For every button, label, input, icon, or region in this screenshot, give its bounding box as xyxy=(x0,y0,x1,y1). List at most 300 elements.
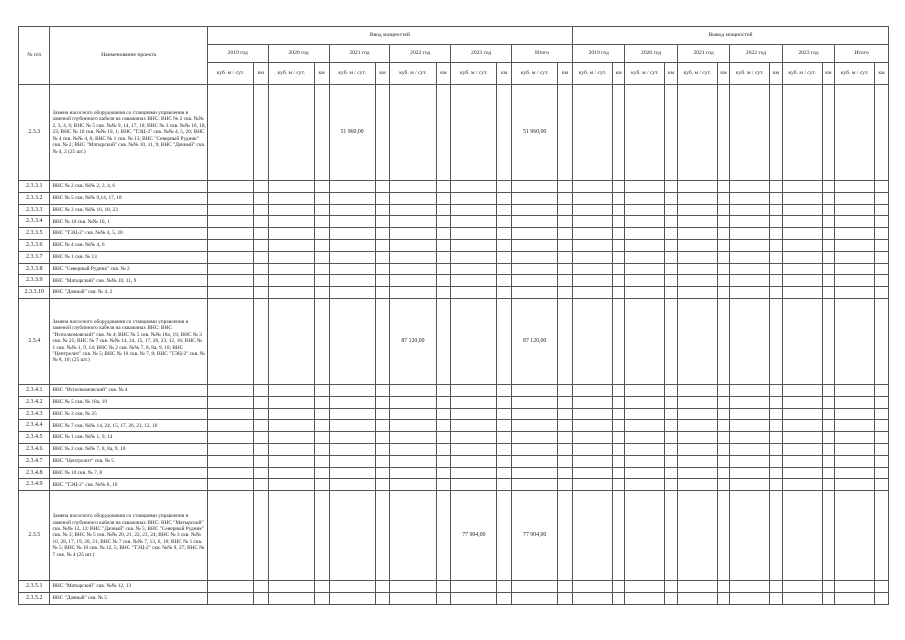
empty-cell xyxy=(572,384,612,396)
row-number: 2.3.3.2 xyxy=(19,192,50,204)
empty-cell xyxy=(782,251,822,263)
empty-cell xyxy=(512,275,558,287)
empty-cell xyxy=(451,581,497,593)
empty-cell xyxy=(375,432,390,444)
empty-cell xyxy=(677,432,717,444)
empty-cell xyxy=(572,298,612,384)
table-row xyxy=(19,298,889,384)
empty-cell xyxy=(207,263,253,275)
empty-cell xyxy=(822,298,835,384)
empty-cell xyxy=(677,204,717,216)
empty-cell xyxy=(717,181,730,193)
empty-cell xyxy=(835,467,875,479)
row-number: 2.3.5.1 xyxy=(19,581,50,593)
empty-cell xyxy=(451,287,497,299)
empty-cell xyxy=(268,181,314,193)
empty-cell xyxy=(625,192,665,204)
empty-cell xyxy=(770,251,783,263)
empty-cell xyxy=(512,581,558,593)
table-row xyxy=(19,467,889,479)
empty-cell xyxy=(254,432,269,444)
empty-cell xyxy=(436,592,451,604)
empty-cell xyxy=(875,581,889,593)
empty-cell xyxy=(875,251,889,263)
project-name: ВНС № 3 скв. №№ 16, 18, 23 xyxy=(50,204,207,216)
empty-cell xyxy=(730,432,770,444)
empty-cell xyxy=(497,581,512,593)
empty-cell xyxy=(390,181,436,193)
unit-header-km: км xyxy=(770,63,783,85)
empty-cell xyxy=(329,239,375,251)
empty-cell xyxy=(497,85,512,181)
empty-cell xyxy=(835,251,875,263)
empty-cell xyxy=(375,467,390,479)
empty-cell xyxy=(329,581,375,593)
empty-cell xyxy=(875,216,889,228)
empty-cell xyxy=(314,216,329,228)
empty-cell xyxy=(665,408,678,420)
empty-cell xyxy=(612,592,625,604)
empty-cell xyxy=(314,455,329,467)
empty-cell xyxy=(314,581,329,593)
empty-cell xyxy=(558,581,573,593)
empty-cell xyxy=(451,275,497,287)
empty-cell xyxy=(254,228,269,240)
empty-cell xyxy=(835,491,875,581)
empty-cell xyxy=(717,216,730,228)
empty-cell xyxy=(625,396,665,408)
table-row xyxy=(19,408,889,420)
empty-cell xyxy=(770,263,783,275)
empty-cell xyxy=(512,467,558,479)
capacity-value: 77 904,00 xyxy=(451,491,497,581)
empty-cell xyxy=(572,192,612,204)
empty-cell xyxy=(730,384,770,396)
empty-cell xyxy=(770,455,783,467)
empty-cell xyxy=(254,491,269,581)
empty-cell xyxy=(835,275,875,287)
empty-cell xyxy=(875,204,889,216)
empty-cell xyxy=(822,408,835,420)
empty-cell xyxy=(875,467,889,479)
empty-cell xyxy=(268,384,314,396)
empty-cell xyxy=(625,228,665,240)
empty-cell xyxy=(375,479,390,491)
empty-cell xyxy=(497,467,512,479)
empty-cell xyxy=(717,491,730,581)
empty-cell xyxy=(436,298,451,384)
empty-cell xyxy=(558,192,573,204)
col-header-name: Наименование проекта xyxy=(50,27,207,85)
empty-cell xyxy=(314,479,329,491)
empty-cell xyxy=(835,85,875,181)
empty-cell xyxy=(625,239,665,251)
project-name: ВНС "Исполкомовский" скв. № 4 xyxy=(50,384,207,396)
empty-cell xyxy=(612,263,625,275)
empty-cell xyxy=(770,396,783,408)
unit-header-km: км xyxy=(436,63,451,85)
table-row xyxy=(19,251,889,263)
empty-cell xyxy=(390,216,436,228)
project-name: ВНС № 10 скв. №№ 10, 1 xyxy=(50,216,207,228)
empty-cell xyxy=(268,467,314,479)
table-row xyxy=(19,443,889,455)
empty-cell xyxy=(730,408,770,420)
empty-cell xyxy=(207,298,253,384)
empty-cell xyxy=(770,443,783,455)
empty-cell xyxy=(612,581,625,593)
empty-cell xyxy=(375,192,390,204)
project-name: ВНС № 7 скв. №№ 14, 24, 15, 17, 26, 23, 12, 16 xyxy=(50,420,207,432)
empty-cell xyxy=(677,467,717,479)
empty-cell xyxy=(512,479,558,491)
row-number: 2.3.4.7 xyxy=(19,455,50,467)
year-header-in-4: 2023 год xyxy=(451,45,512,63)
empty-cell xyxy=(268,455,314,467)
empty-cell xyxy=(314,192,329,204)
table-row xyxy=(19,85,889,181)
row-number: 2.3.4 xyxy=(19,298,50,384)
empty-cell xyxy=(875,384,889,396)
empty-cell xyxy=(436,239,451,251)
empty-cell xyxy=(268,239,314,251)
empty-cell xyxy=(558,479,573,491)
empty-cell xyxy=(497,239,512,251)
table-row xyxy=(19,228,889,240)
empty-cell xyxy=(572,396,612,408)
empty-cell xyxy=(770,85,783,181)
empty-cell xyxy=(436,287,451,299)
empty-cell xyxy=(835,455,875,467)
empty-cell xyxy=(717,467,730,479)
empty-cell xyxy=(835,592,875,604)
empty-cell xyxy=(314,420,329,432)
empty-cell xyxy=(268,432,314,444)
empty-cell xyxy=(730,298,770,384)
project-name: ВНС № 4 скв. №№ 4, 6 xyxy=(50,239,207,251)
empty-cell xyxy=(558,263,573,275)
empty-cell xyxy=(835,408,875,420)
capacity-value: 87 120,00 xyxy=(390,298,436,384)
project-name: ВНС "Матырский" скв. №№ 10, 11, 9 xyxy=(50,275,207,287)
empty-cell xyxy=(314,204,329,216)
year-header-out-2: 2021 год xyxy=(677,45,729,63)
row-number: 2.3.4.5 xyxy=(19,432,50,444)
year-header-in-3: 2022 год xyxy=(390,45,451,63)
empty-cell xyxy=(730,263,770,275)
unit-header-km: км xyxy=(875,63,889,85)
empty-cell xyxy=(390,396,436,408)
empty-cell xyxy=(254,420,269,432)
empty-cell xyxy=(782,228,822,240)
empty-cell xyxy=(268,275,314,287)
empty-cell xyxy=(390,581,436,593)
empty-cell xyxy=(770,287,783,299)
empty-cell xyxy=(314,298,329,384)
empty-cell xyxy=(875,239,889,251)
empty-cell xyxy=(451,228,497,240)
unit-header-km: км xyxy=(717,63,730,85)
empty-cell xyxy=(822,384,835,396)
empty-cell xyxy=(207,251,253,263)
empty-cell xyxy=(612,396,625,408)
empty-cell xyxy=(512,251,558,263)
empty-cell xyxy=(254,181,269,193)
empty-cell xyxy=(782,204,822,216)
empty-cell xyxy=(730,192,770,204)
empty-cell xyxy=(314,85,329,181)
table-row xyxy=(19,491,889,581)
empty-cell xyxy=(314,443,329,455)
empty-cell xyxy=(612,420,625,432)
empty-cell xyxy=(558,85,573,181)
table-row xyxy=(19,287,889,299)
empty-cell xyxy=(390,287,436,299)
empty-cell xyxy=(677,251,717,263)
empty-cell xyxy=(730,479,770,491)
empty-cell xyxy=(677,420,717,432)
table-row xyxy=(19,432,889,444)
empty-cell xyxy=(782,396,822,408)
empty-cell xyxy=(717,275,730,287)
empty-cell xyxy=(254,263,269,275)
empty-cell xyxy=(625,432,665,444)
empty-cell xyxy=(612,228,625,240)
empty-cell xyxy=(268,420,314,432)
unit-header-vol: куб. м / сут. xyxy=(451,63,497,85)
empty-cell xyxy=(558,275,573,287)
row-number: 2.3.3.8 xyxy=(19,263,50,275)
empty-cell xyxy=(497,251,512,263)
empty-cell xyxy=(390,275,436,287)
empty-cell xyxy=(375,251,390,263)
row-number: 2.3.3.3 xyxy=(19,204,50,216)
empty-cell xyxy=(612,455,625,467)
empty-cell xyxy=(677,181,717,193)
empty-cell xyxy=(717,479,730,491)
empty-cell xyxy=(207,491,253,581)
empty-cell xyxy=(254,192,269,204)
empty-cell xyxy=(329,467,375,479)
year-header-out-1: 2020 год xyxy=(625,45,677,63)
empty-cell xyxy=(770,592,783,604)
empty-cell xyxy=(572,420,612,432)
group-header-input: Ввод мощностей xyxy=(207,27,572,45)
empty-cell xyxy=(207,581,253,593)
empty-cell xyxy=(512,592,558,604)
empty-cell xyxy=(497,592,512,604)
empty-cell xyxy=(717,455,730,467)
empty-cell xyxy=(665,263,678,275)
empty-cell xyxy=(558,298,573,384)
empty-cell xyxy=(451,298,497,384)
empty-cell xyxy=(375,420,390,432)
empty-cell xyxy=(497,384,512,396)
empty-cell xyxy=(677,384,717,396)
project-name: Замена насосного оборудования со станциями управления и заменой глубинного кабеля на скважинах ВНС: ВНС "Исполкомовский" скв. № 4; ВНС № 5 скв. №№ 18а, 19; ВНС № 3 скв. № 25; ВНС № 7 скв. №№ 14, 24, 15, 17, 26, 23, 12, 16; ВНС № 1 скв. №№ 1, 9, 14; ВНС № 2 скв. №№ 7, 8, 8а, 9, 10; ВНС "Центролит" скв. № 5; ВНС № 10 скв. № 7, 8; ВНС "ТЭЦ-2" скв. №№ 8, 10; (25 шт.) xyxy=(50,298,207,384)
empty-cell xyxy=(612,384,625,396)
empty-cell xyxy=(436,384,451,396)
project-name: ВНС "Матырский" скв. №№ 12, 13 xyxy=(50,581,207,593)
unit-header-vol: куб. м / сут. xyxy=(572,63,612,85)
empty-cell xyxy=(875,479,889,491)
empty-cell xyxy=(512,192,558,204)
empty-cell xyxy=(612,216,625,228)
empty-cell xyxy=(835,239,875,251)
empty-cell xyxy=(782,455,822,467)
row-number: 2.3.3.6 xyxy=(19,239,50,251)
empty-cell xyxy=(436,479,451,491)
empty-cell xyxy=(770,432,783,444)
empty-cell xyxy=(612,408,625,420)
empty-cell xyxy=(329,192,375,204)
empty-cell xyxy=(625,287,665,299)
empty-cell xyxy=(875,85,889,181)
empty-cell xyxy=(782,298,822,384)
empty-cell xyxy=(770,204,783,216)
empty-cell xyxy=(558,216,573,228)
empty-cell xyxy=(835,581,875,593)
empty-cell xyxy=(329,181,375,193)
empty-cell xyxy=(207,408,253,420)
empty-cell xyxy=(770,408,783,420)
empty-cell xyxy=(730,287,770,299)
empty-cell xyxy=(268,443,314,455)
empty-cell xyxy=(436,204,451,216)
empty-cell xyxy=(572,432,612,444)
empty-cell xyxy=(822,443,835,455)
empty-cell xyxy=(558,420,573,432)
empty-cell xyxy=(770,467,783,479)
empty-cell xyxy=(665,455,678,467)
empty-cell xyxy=(822,455,835,467)
empty-cell xyxy=(390,263,436,275)
empty-cell xyxy=(207,275,253,287)
empty-cell xyxy=(572,581,612,593)
empty-cell xyxy=(390,432,436,444)
empty-cell xyxy=(717,228,730,240)
empty-cell xyxy=(497,396,512,408)
empty-cell xyxy=(268,592,314,604)
empty-cell xyxy=(875,298,889,384)
empty-cell xyxy=(770,491,783,581)
empty-cell xyxy=(770,298,783,384)
empty-cell xyxy=(254,384,269,396)
empty-cell xyxy=(717,85,730,181)
empty-cell xyxy=(782,181,822,193)
empty-cell xyxy=(451,455,497,467)
empty-cell xyxy=(254,408,269,420)
empty-cell xyxy=(625,408,665,420)
empty-cell xyxy=(375,491,390,581)
empty-cell xyxy=(625,455,665,467)
empty-cell xyxy=(730,581,770,593)
empty-cell xyxy=(770,228,783,240)
empty-cell xyxy=(558,432,573,444)
empty-cell xyxy=(572,204,612,216)
project-name: ВНС "ТЭЦ-2" скв. №№ 8, 10 xyxy=(50,479,207,491)
empty-cell xyxy=(612,204,625,216)
empty-cell xyxy=(822,251,835,263)
project-name: ВНС "Центролит" скв. № 5 xyxy=(50,455,207,467)
empty-cell xyxy=(497,455,512,467)
empty-cell xyxy=(625,251,665,263)
empty-cell xyxy=(390,420,436,432)
empty-cell xyxy=(497,275,512,287)
empty-cell xyxy=(770,384,783,396)
empty-cell xyxy=(558,455,573,467)
empty-cell xyxy=(625,263,665,275)
empty-cell xyxy=(730,239,770,251)
empty-cell xyxy=(436,467,451,479)
unit-header-km: км xyxy=(497,63,512,85)
empty-cell xyxy=(390,228,436,240)
empty-cell xyxy=(875,287,889,299)
unit-header-vol: куб. м / сут. xyxy=(730,63,770,85)
empty-cell xyxy=(268,408,314,420)
empty-cell xyxy=(512,181,558,193)
empty-cell xyxy=(329,384,375,396)
empty-cell xyxy=(730,181,770,193)
empty-cell xyxy=(717,396,730,408)
empty-cell xyxy=(572,181,612,193)
empty-cell xyxy=(730,204,770,216)
empty-cell xyxy=(730,85,770,181)
empty-cell xyxy=(612,479,625,491)
empty-cell xyxy=(677,581,717,593)
empty-cell xyxy=(497,479,512,491)
empty-cell xyxy=(497,228,512,240)
empty-cell xyxy=(497,192,512,204)
empty-cell xyxy=(436,420,451,432)
unit-header-vol: куб. м / сут. xyxy=(677,63,717,85)
empty-cell xyxy=(375,228,390,240)
empty-cell xyxy=(730,228,770,240)
empty-cell xyxy=(665,287,678,299)
empty-cell xyxy=(451,432,497,444)
empty-cell xyxy=(835,204,875,216)
empty-cell xyxy=(497,181,512,193)
empty-cell xyxy=(558,467,573,479)
project-name: ВНС "Дачный" скв. № 4, 2 xyxy=(50,287,207,299)
empty-cell xyxy=(512,216,558,228)
empty-cell xyxy=(875,396,889,408)
empty-cell xyxy=(782,384,822,396)
table-row xyxy=(19,420,889,432)
empty-cell xyxy=(572,479,612,491)
empty-cell xyxy=(375,592,390,604)
empty-cell xyxy=(677,263,717,275)
empty-cell xyxy=(254,455,269,467)
empty-cell xyxy=(572,85,612,181)
empty-cell xyxy=(268,298,314,384)
empty-cell xyxy=(665,251,678,263)
empty-cell xyxy=(677,455,717,467)
group-header-output: Вывод мощностей xyxy=(572,27,888,45)
empty-cell xyxy=(314,228,329,240)
empty-cell xyxy=(782,592,822,604)
empty-cell xyxy=(390,592,436,604)
empty-cell xyxy=(822,396,835,408)
empty-cell xyxy=(558,228,573,240)
empty-cell xyxy=(875,275,889,287)
investment-table-page xyxy=(18,26,889,605)
total-value: 51 960,00 xyxy=(512,85,558,181)
empty-cell xyxy=(822,263,835,275)
empty-cell xyxy=(254,287,269,299)
empty-cell xyxy=(612,181,625,193)
empty-cell xyxy=(875,592,889,604)
